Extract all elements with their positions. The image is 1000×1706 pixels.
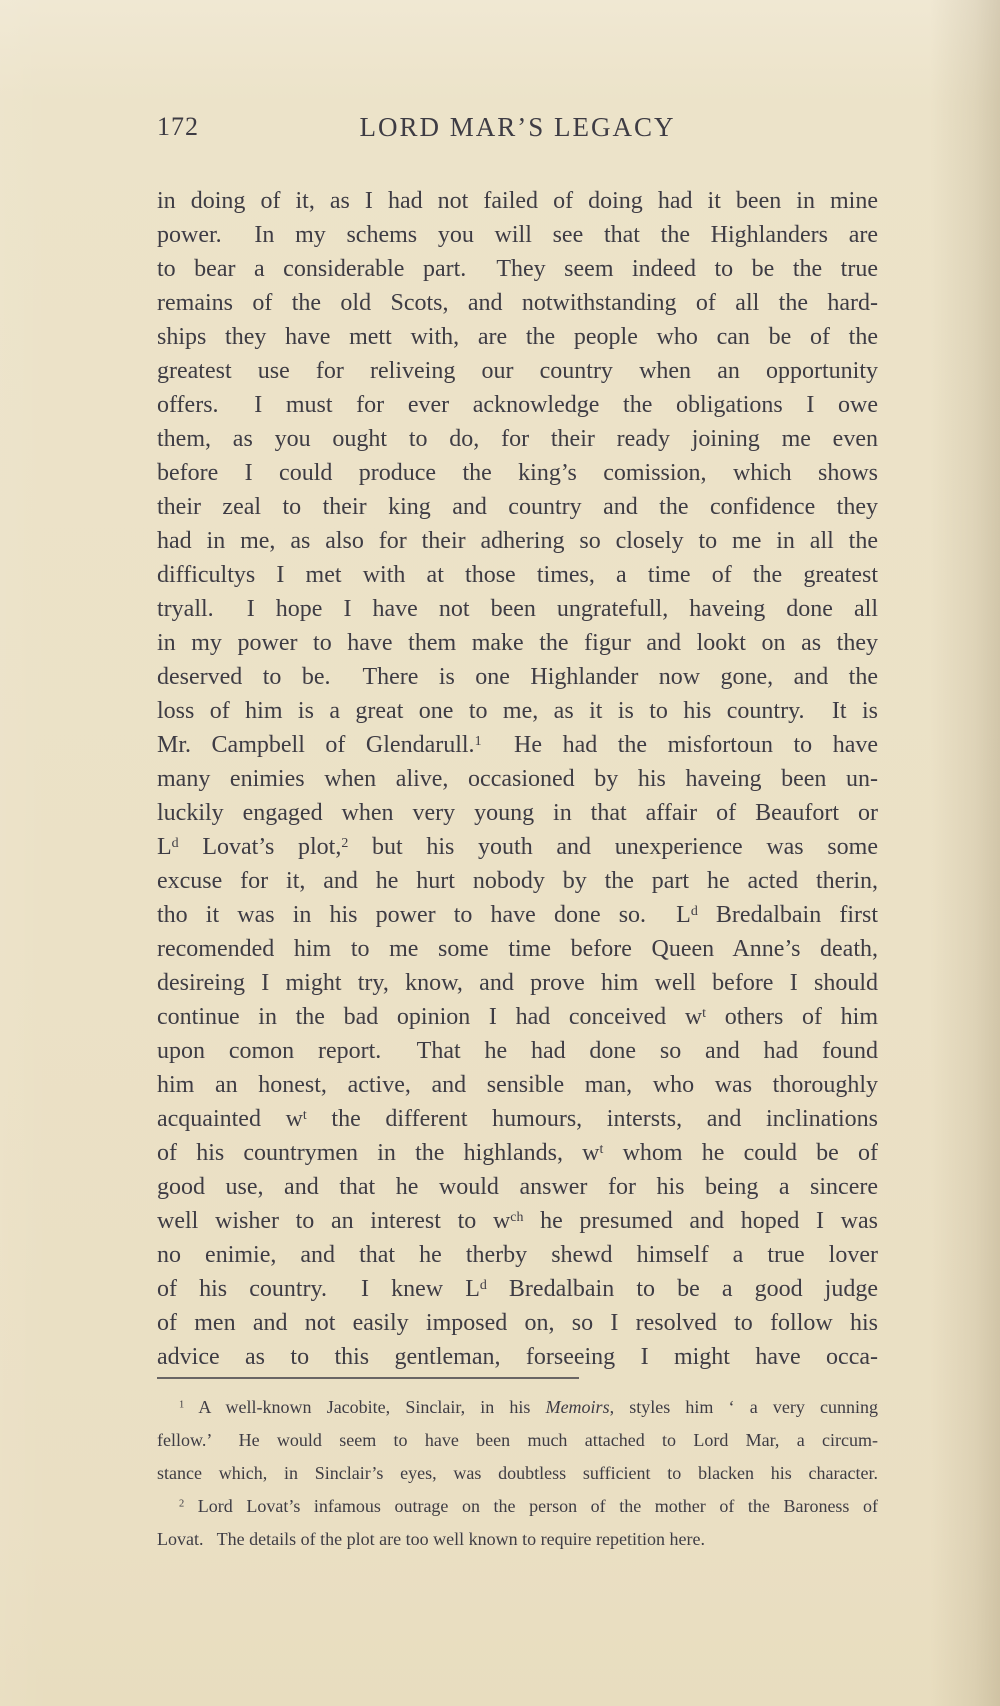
body-text-line (157, 1272, 878, 1306)
text-segment: desireing I might try, know, and prove him well before I should (157, 970, 878, 996)
superscript: 2 (179, 1498, 185, 1510)
body-text (157, 184, 878, 1374)
body-text-line (157, 898, 878, 932)
text-segment: in doing of it, as I had not failed of doing had it been in mine (157, 188, 878, 214)
text-segment: luckily engaged when very young in that affair of Beaufort or (157, 800, 878, 826)
body-text-line (157, 354, 878, 388)
body-text-line (157, 864, 878, 898)
footnote-line (157, 1424, 878, 1457)
superscript: ch (510, 1209, 524, 1225)
text-segment: before I could produce the king’s comission, which shows (157, 460, 878, 486)
body-text-line (157, 422, 878, 456)
body-text-line (157, 1136, 878, 1170)
text-segment: whom he could be of (603, 1140, 879, 1166)
body-text-line (157, 1170, 878, 1204)
text-segment: no enimie, and that he therby shewd himself a true lover (157, 1242, 878, 1268)
italic-text: Memoirs (545, 1397, 610, 1417)
text-segment: acquainted w (157, 1106, 303, 1132)
footnotes (157, 1391, 878, 1556)
text-segment: Bredalbain first (697, 902, 878, 928)
body-text-line (157, 388, 878, 422)
text-segment: to bear a considerable part. They seem indeed to be the true (157, 256, 878, 282)
body-text-line (157, 320, 878, 354)
text-segment: him an honest, active, and sensible man, who was thoroughly (157, 1072, 878, 1098)
text-segment: well wisher to an interest to w (157, 1208, 511, 1234)
text-segment: many enimies when alive, occasioned by his haveing been un- (157, 766, 878, 792)
body-text-line (157, 558, 878, 592)
body-text-line (157, 490, 878, 524)
text-segment: ships they have mett with, are the people who can be of the (157, 324, 878, 350)
body-text-line (157, 456, 878, 490)
body-text-line (157, 660, 878, 694)
text-segment: the different humours, intersts, and inclinations (306, 1106, 878, 1132)
body-text-line (157, 524, 878, 558)
page-number: 172 (157, 112, 199, 141)
body-text-line (157, 932, 878, 966)
body-text-line (157, 1306, 878, 1340)
text-segment: had in me, as also for their adhering so closely to me in all the (157, 528, 878, 554)
text-segment: but his youth and unexperience was some (348, 834, 878, 860)
text-segment: of his country. I knew L (157, 1276, 480, 1302)
text-segment: of his countrymen in the highlands, w (157, 1140, 600, 1166)
text-segment: in my power to have them make the figur and lookt on as they (157, 630, 878, 656)
text-segment: recomended him to me some time before Queen Anne’s death, (157, 936, 878, 962)
text-segment: He had the misfortoun to have (481, 732, 878, 758)
superscript: d (479, 1277, 487, 1293)
text-segment: upon comon report. That he had done so and had found (157, 1038, 878, 1064)
body-text-line (157, 1000, 878, 1034)
body-text-line (157, 830, 878, 864)
footnote-line (157, 1523, 878, 1556)
text-segment: Mr. Campbell of Glendarull. (157, 732, 475, 758)
text-segment: deserved to be. There is one Highlander now gone, and the (157, 664, 878, 690)
page-header (157, 110, 878, 144)
text-segment: , styles him ‘ a very cunning (609, 1397, 878, 1417)
superscript: 1 (474, 733, 482, 749)
text-segment: them, as you ought to do, for their ready joining me even (157, 426, 878, 452)
text-segment: Bredalbain to be a good judge (486, 1276, 878, 1302)
superscript: d (171, 835, 179, 851)
footnote-line (157, 1391, 878, 1424)
superscript: t (302, 1107, 307, 1123)
running-title: LORD MAR’S LEGACY (359, 112, 676, 142)
text-segment: A well-known Jacobite, Sinclair, in his (184, 1397, 546, 1417)
body-text-line (157, 1204, 878, 1238)
text-segment: Lovat’s plot, (178, 834, 342, 860)
text-segment: difficultys I met with at those times, a time of the greatest (157, 562, 878, 588)
text-segment: others of him (706, 1004, 878, 1030)
body-text-line (157, 1340, 878, 1374)
body-text-line (157, 728, 878, 762)
body-text-line (157, 796, 878, 830)
superscript: 1 (179, 1399, 185, 1411)
body-text-line (157, 1238, 878, 1272)
text-segment: their zeal to their king and country and the confidence they (157, 494, 878, 520)
body-text-line (157, 626, 878, 660)
body-text-line (157, 694, 878, 728)
text-segment: stance which, in Sinclair’s eyes, was doubtless sufficient to blacken his character. (157, 1463, 878, 1483)
text-segment: of men and not easily imposed on, so I resolved to follow his (157, 1310, 878, 1336)
footnote-line (157, 1457, 878, 1490)
body-text-line (157, 184, 878, 218)
body-text-line (157, 252, 878, 286)
text-segment: power. In my schems you will see that the Highlanders are (157, 222, 878, 248)
superscript: t (702, 1005, 707, 1021)
text-segment: L (157, 834, 172, 860)
text-segment: fellow.’ He would seem to have been much attached to Lord Mar, a circum- (157, 1430, 878, 1450)
footnote-line (157, 1490, 878, 1523)
text-segment: loss of him is a great one to me, as it is to his country. It is (157, 698, 878, 724)
text-segment: tho it was in his power to have done so. L (157, 902, 691, 928)
body-text-line (157, 592, 878, 626)
body-text-line (157, 1068, 878, 1102)
text-segment: good use, and that he would answer for his being a sincere (157, 1174, 878, 1200)
text-segment: excuse for it, and he hurt nobody by the part he acted therin, (157, 868, 878, 894)
body-text-line (157, 1034, 878, 1068)
body-text-line (157, 218, 878, 252)
body-text-line (157, 1102, 878, 1136)
body-text-line (157, 286, 878, 320)
text-segment: remains of the old Scots, and notwithstanding of all the hard- (157, 290, 878, 316)
text-segment: tryall. I hope I have not been ungratefull, haveing done all (157, 596, 878, 622)
superscript: 2 (341, 835, 349, 851)
body-text-line (157, 762, 878, 796)
superscript: d (690, 903, 698, 919)
text-segment: advice as to this gentleman, forseeing I might have occa- (157, 1344, 878, 1370)
text-segment: greatest use for reliveing our country when an opportunity (157, 358, 878, 384)
text-segment: offers. I must for ever acknowledge the obligations I owe (157, 392, 878, 418)
superscript: t (599, 1141, 604, 1157)
text-segment: Lord Lovat’s infamous outrage on the person of the mother of the Baroness of (184, 1496, 878, 1516)
text-segment: Lovat. The details of the plot are too well known to require repetition here. (157, 1529, 705, 1549)
footnote-divider (157, 1377, 579, 1379)
text-segment: he presumed and hoped I was (523, 1208, 879, 1234)
body-text-line (157, 966, 878, 1000)
text-segment: continue in the bad opinion I had conceived w (157, 1004, 703, 1030)
